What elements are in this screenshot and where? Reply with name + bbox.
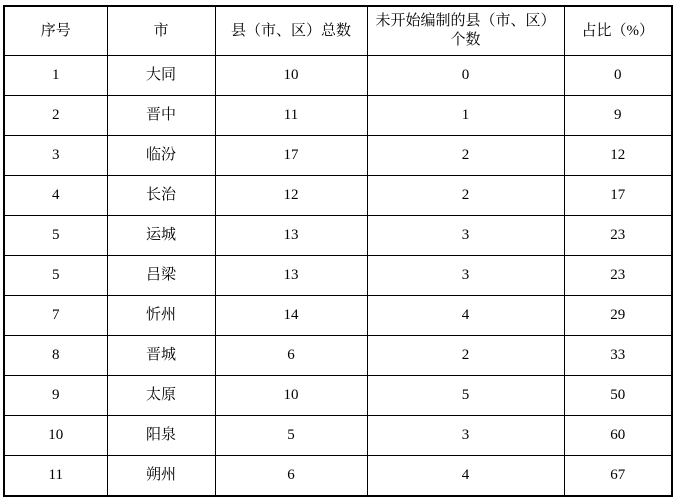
cell-total: 10	[215, 56, 367, 96]
table-row	[4, 256, 672, 296]
table-row	[4, 296, 672, 336]
cell-percent: 29	[564, 296, 672, 336]
cell-seq: 9	[4, 376, 107, 416]
cell-nostart: 4	[367, 456, 564, 497]
cell-percent: 60	[564, 416, 672, 456]
cell-seq: 7	[4, 296, 107, 336]
cell-total: 17	[215, 136, 367, 176]
cell-city: 吕梁	[107, 256, 215, 296]
cell-percent: 33	[564, 336, 672, 376]
cell-total: 10	[215, 376, 367, 416]
cell-city: 朔州	[107, 456, 215, 497]
cell-nostart: 2	[367, 176, 564, 216]
cell-city: 阳泉	[107, 416, 215, 456]
column-header-city: 市	[107, 6, 215, 56]
cell-percent: 0	[564, 56, 672, 96]
cell-nostart: 2	[367, 336, 564, 376]
cell-total: 13	[215, 256, 367, 296]
column-header-nostart-label: 未开始编制的县（市、区）个数	[375, 13, 556, 48]
table-row	[4, 216, 672, 256]
cell-city: 临汾	[107, 136, 215, 176]
cell-city: 大同	[107, 56, 215, 96]
table-row	[4, 376, 672, 416]
cell-nostart: 4	[367, 296, 564, 336]
cell-total: 11	[215, 96, 367, 136]
table-row	[4, 56, 672, 96]
cell-percent: 23	[564, 256, 672, 296]
table-row	[4, 176, 672, 216]
cell-nostart: 3	[367, 216, 564, 256]
cell-nostart: 0	[367, 56, 564, 96]
cell-city: 忻州	[107, 296, 215, 336]
cell-nostart: 5	[367, 376, 564, 416]
table-row	[4, 136, 672, 176]
cell-total: 6	[215, 456, 367, 497]
cell-percent: 23	[564, 216, 672, 256]
cell-percent: 17	[564, 176, 672, 216]
column-header-percent: 占比（%）	[564, 6, 672, 56]
cell-percent: 50	[564, 376, 672, 416]
cell-total: 5	[215, 416, 367, 456]
cell-percent: 9	[564, 96, 672, 136]
table-header-row	[4, 6, 672, 56]
cell-seq: 11	[4, 456, 107, 497]
cell-percent: 67	[564, 456, 672, 497]
cell-seq: 8	[4, 336, 107, 376]
table-row	[4, 456, 672, 497]
cell-seq: 2	[4, 96, 107, 136]
cell-city: 晋城	[107, 336, 215, 376]
cell-seq: 3	[4, 136, 107, 176]
table-row	[4, 416, 672, 456]
cell-seq: 5	[4, 256, 107, 296]
city-county-statistics-table	[3, 5, 673, 497]
table-row	[4, 96, 672, 136]
cell-seq: 5	[4, 216, 107, 256]
cell-city: 太原	[107, 376, 215, 416]
column-header-seq: 序号	[4, 6, 107, 56]
column-header-total: 县（市、区）总数	[215, 6, 367, 56]
column-header-nostart	[367, 6, 564, 56]
cell-nostart: 2	[367, 136, 564, 176]
cell-city: 长治	[107, 176, 215, 216]
cell-city: 运城	[107, 216, 215, 256]
cell-seq: 4	[4, 176, 107, 216]
cell-total: 14	[215, 296, 367, 336]
cell-percent: 12	[564, 136, 672, 176]
cell-nostart: 3	[367, 416, 564, 456]
cell-seq: 10	[4, 416, 107, 456]
cell-total: 6	[215, 336, 367, 376]
cell-seq: 1	[4, 56, 107, 96]
cell-nostart: 1	[367, 96, 564, 136]
table-row	[4, 336, 672, 376]
cell-city: 晋中	[107, 96, 215, 136]
cell-total: 12	[215, 176, 367, 216]
cell-total: 13	[215, 216, 367, 256]
cell-nostart: 3	[367, 256, 564, 296]
